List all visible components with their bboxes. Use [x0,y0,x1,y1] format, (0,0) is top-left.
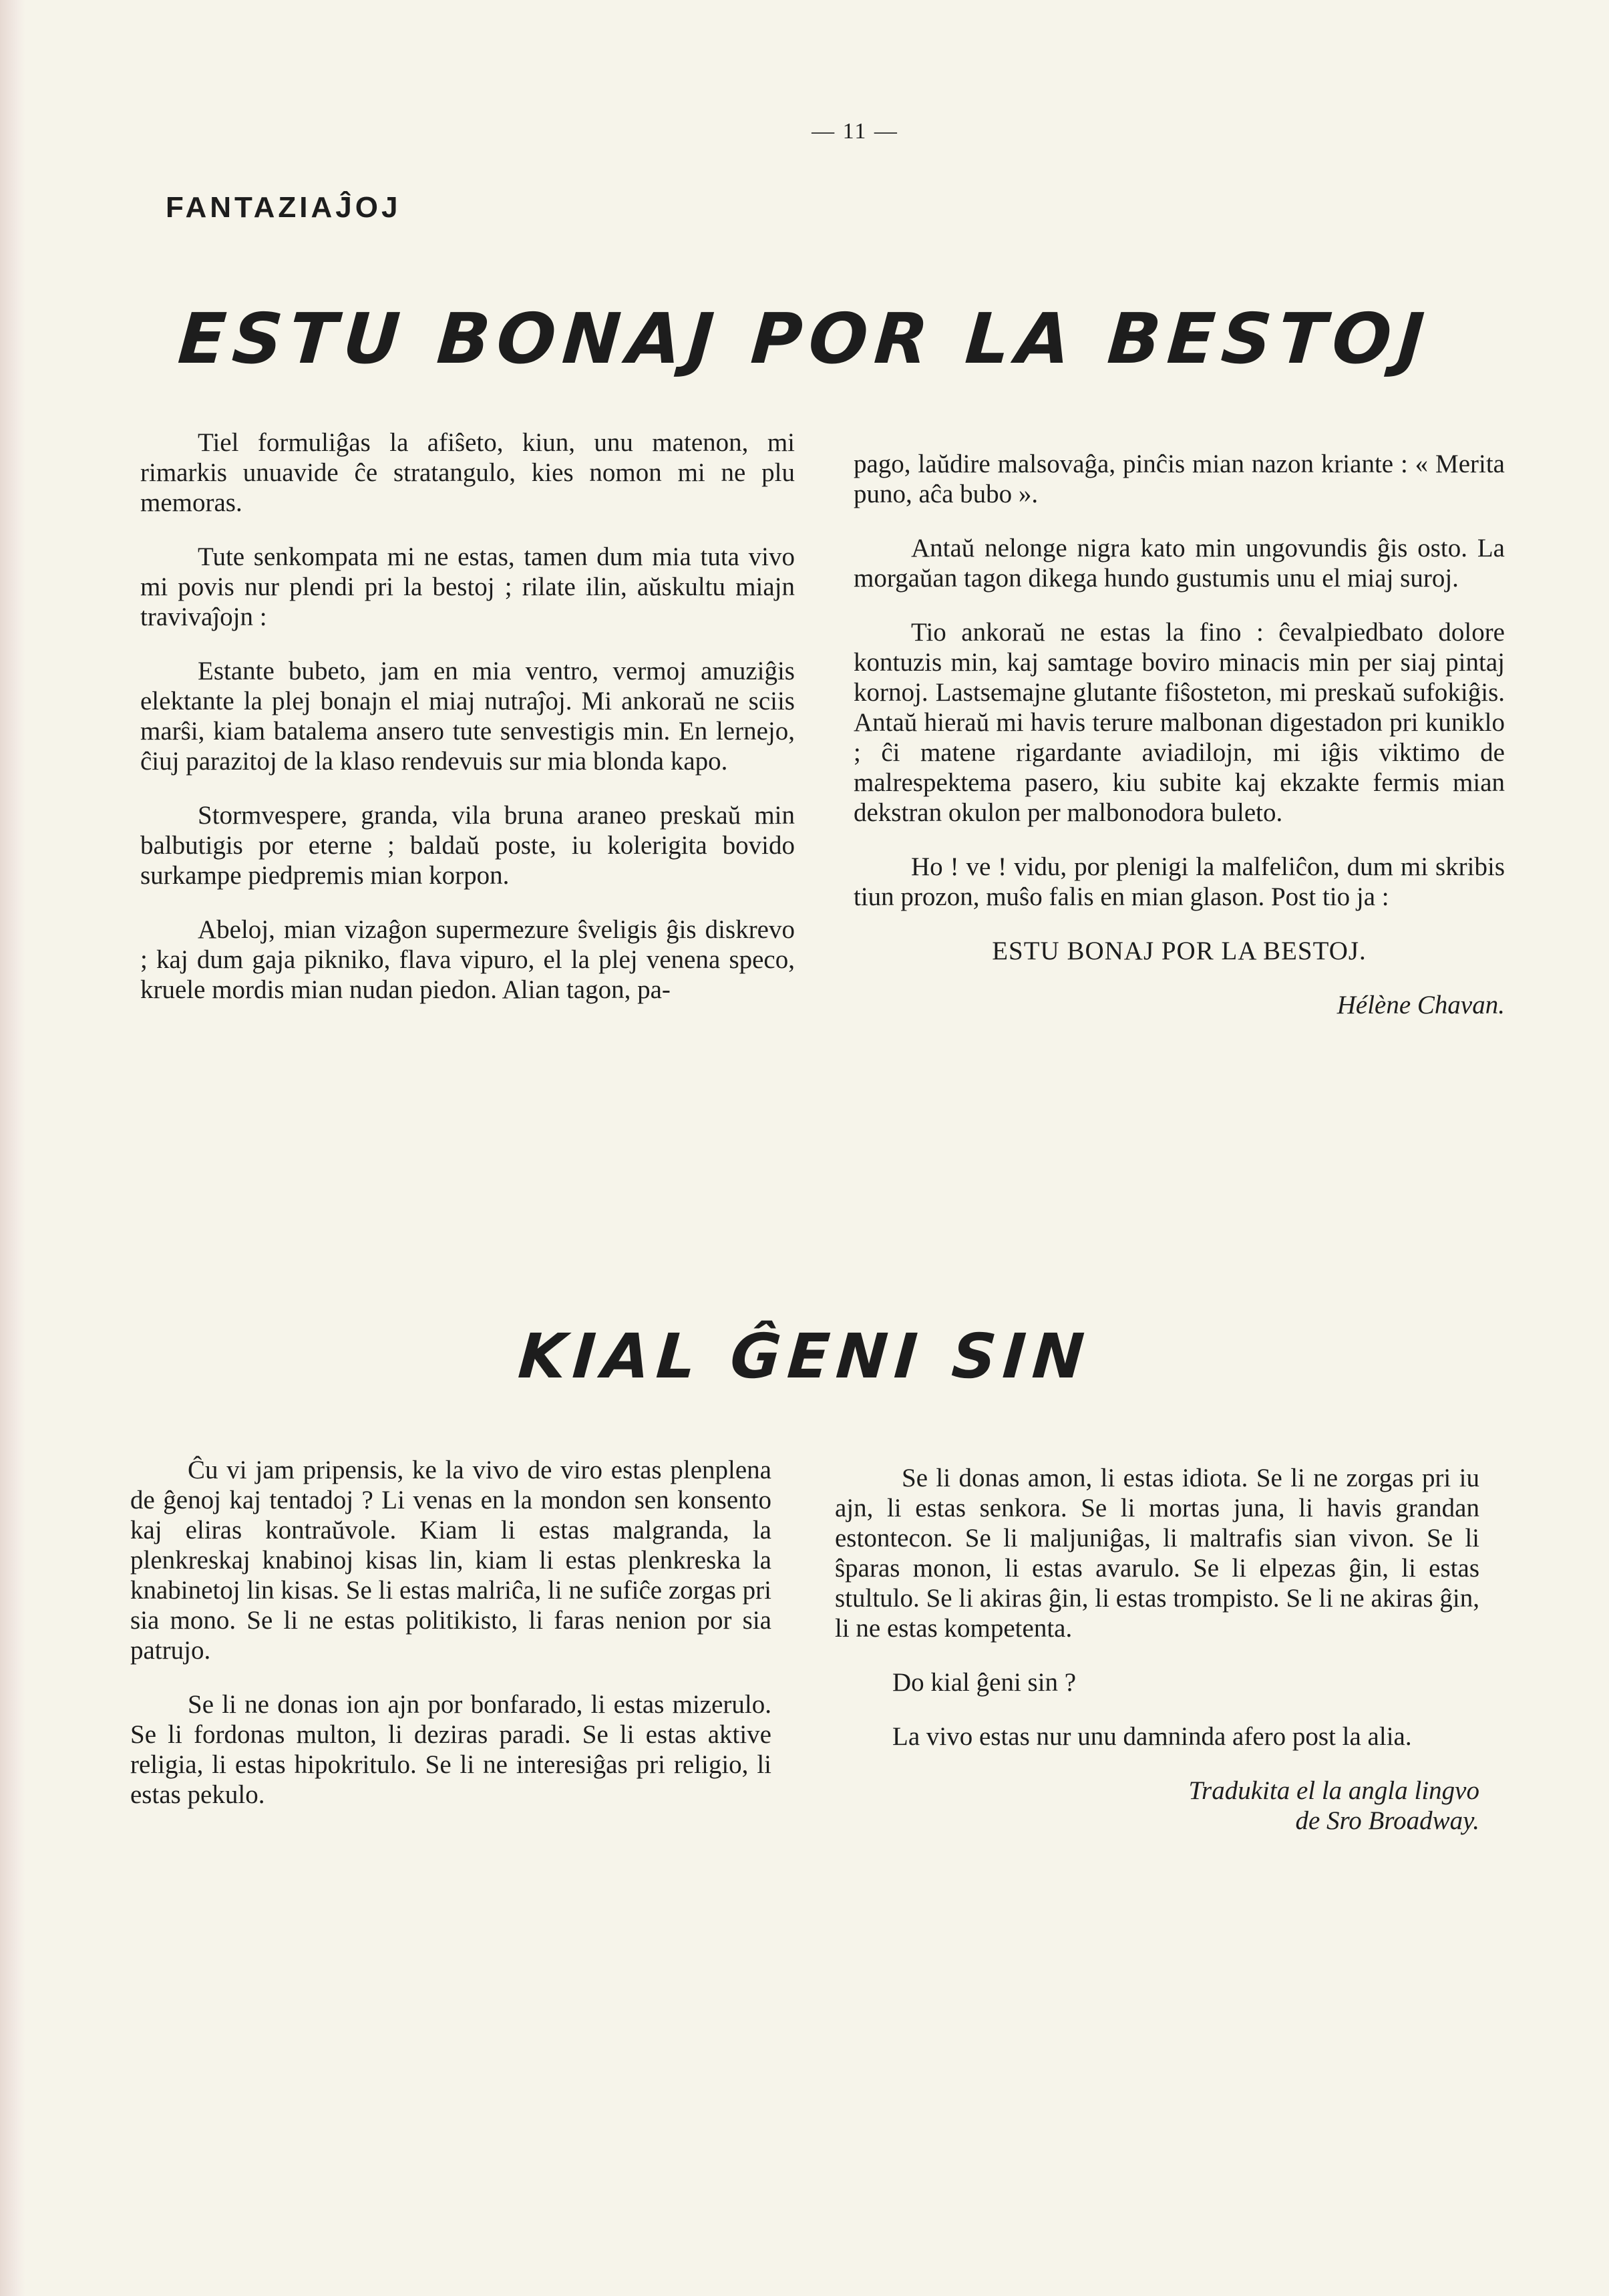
article2-left-column [130,1455,771,1834]
closing-line: ESTU BONAJ POR LA BESTOJ. [992,937,1367,965]
author-signature: Hélène Chavan. [1336,991,1505,1019]
paragraph: Do kial ĝeni sin ? [892,1668,1077,1697]
credit-line-2: de Sro Broadway. [1295,1806,1479,1835]
paragraph: Abeloj, mian vizaĝon supermezure ŝveligis ĝis diskrevo ; kaj dum gaja pikniko, flava vipuro, el la plej venena speco, kruele mordis mian nudan piedon. Alian tagon, pa- [140,915,795,1004]
paragraph: pago, laŭdire malsovaĝa, pinĉis mian nazon kriante : « Merita puno, aĉa bubo ». [854,450,1505,508]
paragraph: Estante bubeto, jam en mia ventro, vermoj amuziĝis elektante la plej bonajn el miaj nutraĵoj. Mi ankoraŭ ne sciis marŝi, kiam batalema ansero tute senvestigis min. En lernejo, ĉiuj parazitoj de la klaso rendevuis sur mia blonda kapo. [140,657,795,776]
article1-title: ESTU BONAJ POR LA BESTOJ [175,298,1434,379]
paragraph: Tute senkompata mi ne estas, tamen dum mia tuta vivo mi povis nur plendi pri la bestoj ; rilate ilin, aŭskultu miajn travivaĵojn : [140,542,795,631]
paragraph: Se li ne donas ion ajn por bonfarado, li estas mizerulo. Se li fordonas multon, li deziras paradi. Se li estas aktive religia, li estas hipokritulo. Se li ne interesiĝas pri religio, li estas pekulo. [130,1690,771,1809]
paragraph: Tiel formuliĝas la afiŝeto, kiun, unu matenon, mi rimarkis unuavide ĉe stratangulo, kies nomon mi ne plu memoras. [140,428,795,517]
paragraph: Se li donas amon, li estas idiota. Se li ne zorgas pri iu ajn, li estas senkora. Se li mortas juna, li havis grandan estontecon. Se li maljuniĝas, li maltrafis sian vivon. Se li ŝparas monon, li estas avarulo. Se li elpezas ĝin, li estas stultulo. Se li akiras ĝin, li estas trompisto. Se li ne akiras ĝin, li ne estas kompetenta. [835,1464,1479,1643]
article1-right-column [854,449,1505,1044]
paragraph: Stormvespere, granda, vila bruna araneo preskaŭ min balbutigis por eterne ; baldaŭ poste, iu kolerigita bovido surkampe piedpremis mian korpon. [140,801,795,890]
paragraph: Ho ! ve ! vidu, por plenigi la malfeliĉon, dum mi skribis tiun prozon, muŝo falis en mian glason. Post tio ja : [854,852,1505,911]
translation-credit [835,1776,1479,1836]
paragraph: Tio ankoraŭ ne estas la fino : ĉevalpiedbato dolore kontuzis min, kaj samtage boviro minacis min per siaj pintaj kornoj. Lastsemajne glutante fiŝosteton, mi preskaŭ sufokiĝis. Antaŭ hieraŭ mi havis terure malbonan digestadon pri kuniklo ; ĉi matene rigardante aviadilojn, mi iĝis viktimo de malrespektema pasero, kiu subite kaj ekzakte fermis mian dekstran okulon per malbonodora buleto. [854,618,1505,827]
paragraph: Ĉu vi jam pripensis, ke la vivo de viro estas plenplena de ĝenoj kaj tentadoj ? Li venas en la mondon sen konsento kaj eliras kontraŭvole. Kiam li estas malgranda, la plenkreskaj knabinoj kisas lin, kiam li estas plenkreska la knabinetoj lin kisas. Se li estas malriĉa, li ne sufiĉe zorgas pri sia mono. Se li ne estas politikisto, li faras nenion por sia patrujo. [130,1456,771,1665]
credit-line-1: Tradukita el la angla lingvo [1188,1776,1479,1805]
article2-title: KIAL ĜENI SIN [516,1321,1093,1392]
paragraph: Antaŭ nelonge nigra kato min ungovundis ĝis osto. La morgaŭan tagon dikega hundo gustumis unu el miaj suroj. [854,534,1505,593]
page-number: — 11 — [812,119,898,144]
article1-left-column [140,428,795,1029]
article2-right-column [835,1463,1479,1860]
section-label: FANTAZIAĴOJ [166,191,401,224]
paragraph: La vivo estas nur unu damninda afero post la alia. [892,1722,1412,1751]
